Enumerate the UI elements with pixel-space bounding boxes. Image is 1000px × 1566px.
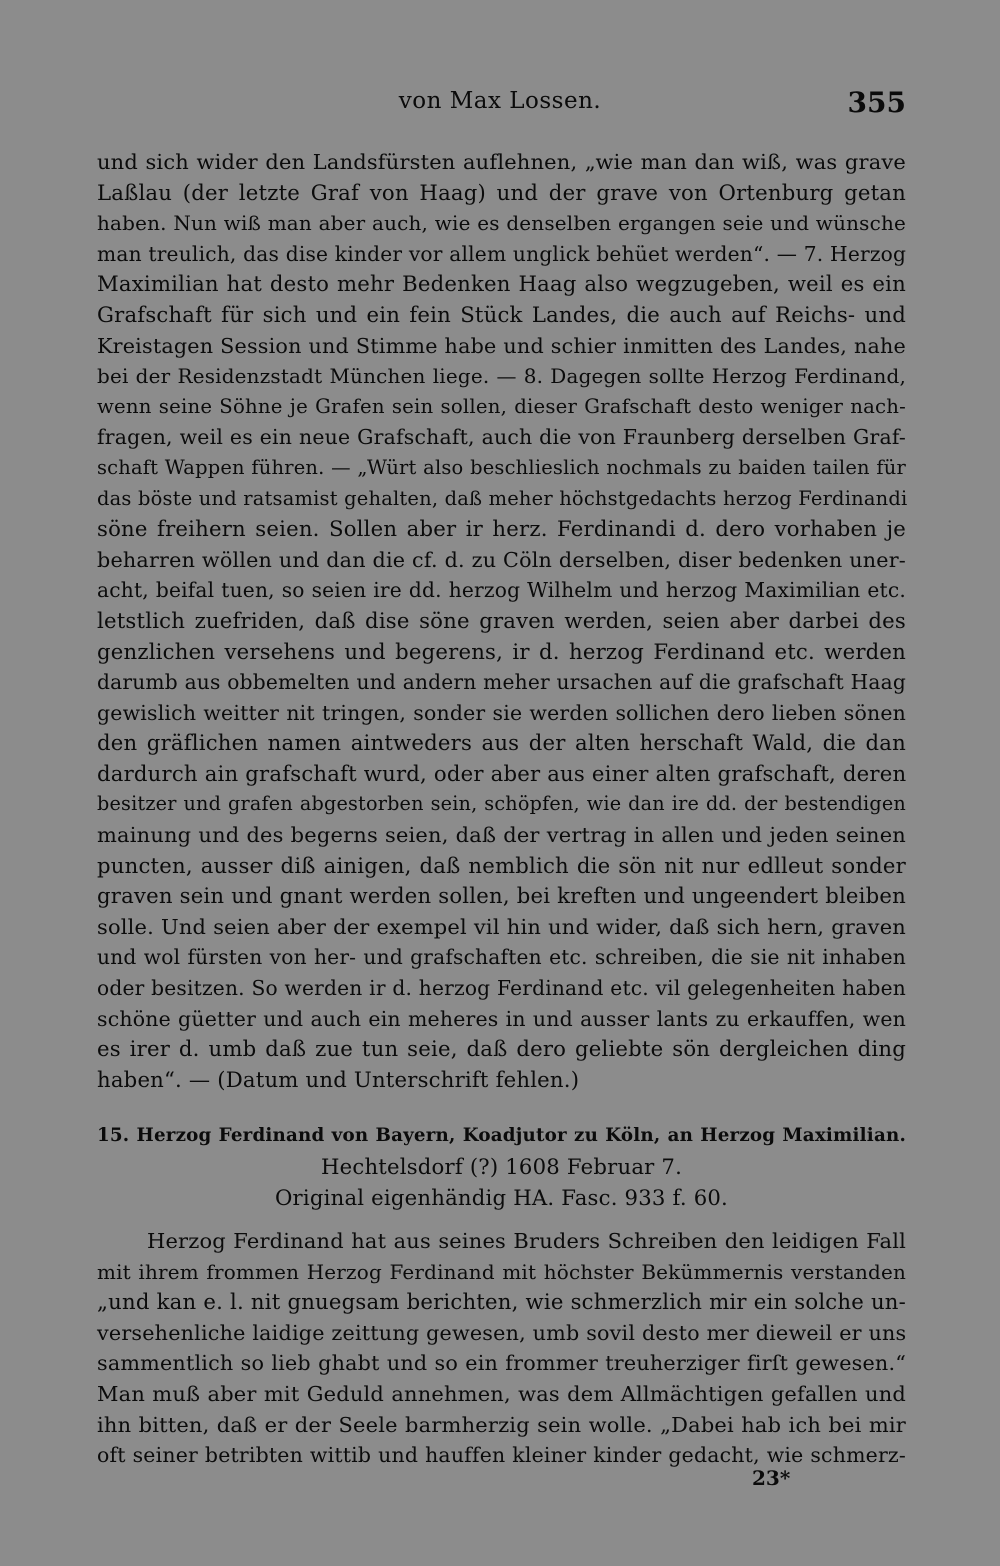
text-line: sammentlich so lieb ghabt und so ein frommer treuherziger firſt gewesen.“ bbox=[97, 1351, 906, 1376]
text-line: Kreistagen Session und Stimme habe und schier inmitten des Landes, nahe bbox=[97, 333, 906, 358]
text-line: gewislich weitter nit tringen, sonder sie werden sollichen dero lieben sönen bbox=[97, 700, 906, 725]
text-line: solle. Und seien aber der exempel vil hin und wider, daß sich hern, graven bbox=[97, 914, 906, 939]
text-line: und wol fürsten von her- und grafschaften etc. schreiben, die sie nit inhaben bbox=[97, 945, 906, 970]
body-text-continued bbox=[97, 147, 906, 1095]
text-line: schaft Wappen führen. — „Würt also beschlieslich nochmals zu baiden tailen für bbox=[97, 455, 906, 479]
text-line: man treulich, das dise kinder vor allem unglick behüet werden“. — 7. Herzog bbox=[97, 241, 907, 266]
text-line: Man muß aber mit Geduld annehmen, was dem Allmächtigen gefallen und bbox=[97, 1381, 906, 1406]
text-line: Herzog Ferdinand hat aus seines Bruders Schreiben den leidigen Fall bbox=[147, 1229, 906, 1253]
text-line: mainung und des begerns seien, daß der vertrag in allen und jeden seinen bbox=[97, 823, 906, 848]
text-line: letstlich zuefriden, daß dise söne graven werden, seien aber darbei des bbox=[97, 607, 906, 633]
text-line: haben. Nun wiß man aber auch, wie es denselben ergangen seie und wünsche bbox=[97, 211, 906, 236]
text-line: wenn seine Söhne je Grafen sein sollen, dieser Grafschaft desto weniger nach- bbox=[97, 394, 906, 418]
text-line: das böste und ratsamist gehalten, daß meher höchstgedachts herzog Ferdinandi bbox=[97, 486, 908, 510]
text-line: versehenliche laidige zeittung gewesen, umb sovil desto mer dieweil er uns bbox=[97, 1320, 907, 1345]
document-heading: 15. Herzog Ferdinand von Bayern, Koadjutor zu Köln, an Herzog Maximilian. bbox=[97, 1125, 906, 1146]
text-line: fragen, weil es ein neue Grafschaft, auch die von Fraunberg derselben Graf- bbox=[97, 425, 906, 450]
text-line: dardurch ain grafschaft wurd, oder aber aus einer alten grafschaft, deren bbox=[97, 760, 907, 786]
text-line: genzlichen versehens und begerens, ir d. herzog Ferdinand etc. werden bbox=[97, 638, 906, 664]
text-line: beharren wöllen und dan die cf. d. zu Cöln derselben, diser bedenken uner- bbox=[97, 547, 906, 572]
text-line: Maximilian hat desto mehr Bedenken Haag also wegzugeben, weil es ein bbox=[97, 271, 906, 297]
text-line: und sich wider den Landsfürsten auflehnen, „wie man dan wiß, was grave bbox=[97, 150, 906, 174]
text-line: oft seiner betribten wittib und hauffen kleiner kinder gedacht, wie schmerz- bbox=[97, 1443, 906, 1468]
text-line: acht, beifal tuen, so seien ire dd. herzog Wilhelm und herzog Maximilian etc. bbox=[97, 578, 906, 603]
text-line: oder besitzen. So werden ir d. herzog Ferdinand etc. vil gelegenheiten haben bbox=[97, 976, 906, 1001]
document-source: Original eigenhändig HA. Fasc. 933 f. 60. bbox=[274, 1184, 728, 1210]
text-line: schöne güetter und auch ein meheres in und ausser lants zu erkauffen, wen bbox=[97, 1006, 906, 1031]
signature-mark: 23* bbox=[752, 1466, 791, 1490]
text-line: bei der Residenzstadt München liege. — 8. Dagegen sollte Herzog Ferdinand, bbox=[97, 364, 906, 389]
document-dateline: Hechtelsdorf (?) 1608 Februar 7. bbox=[320, 1154, 683, 1179]
document-15-header bbox=[97, 1119, 906, 1213]
running-head bbox=[0, 86, 1000, 126]
body-text-document-15 bbox=[97, 1226, 906, 1471]
text-line: puncten, ausser diß ainigen, daß nemblich die sön nit nur edlleut sonder bbox=[97, 852, 906, 878]
text-line: ihn bitten, daß er der Seele barmherzig sein wolle. „Dabei hab ich bei mir bbox=[97, 1412, 906, 1437]
text-line: Laßlau (der letzte Graf von Haag) und der grave von Ortenburg getan bbox=[97, 179, 906, 205]
text-line: haben“. — (Datum und Unterschrift fehlen.) bbox=[97, 1066, 580, 1092]
text-line: Grafschaft für sich und ein fein Stück Landes, die auch auf Reichs- und bbox=[97, 301, 906, 327]
text-line: den gräflichen namen aintweders aus der alten herschaft Wald, die dan bbox=[97, 730, 906, 756]
text-line: besitzer und grafen abgestorben sein, schöpfen, wie dan ire dd. der bestendigen bbox=[97, 792, 906, 816]
text-line: darumb aus obbemelten und andern meher ursachen auf die grafschaft Haag bbox=[97, 670, 906, 695]
running-head-title: von Max Lossen. bbox=[398, 88, 602, 114]
text-line: „und kan e. l. nit gnuegsam berichten, wie schmerzlich mir ein solche un- bbox=[97, 1289, 906, 1315]
text-line: es irer d. umb daß zue tun seie, daß dero geliebte sön dergleichen ding bbox=[97, 1036, 906, 1062]
text-line: graven sein und gnant werden sollen, bei kreften und ungeendert bleiben bbox=[97, 883, 906, 909]
text-line: söne freihern seien. Sollen aber ir herz. Ferdinandi d. dero vorhaben je bbox=[97, 516, 906, 542]
text-line: mit ihrem frommen Herzog Ferdinand mit höchster Bekümmernis verstanden bbox=[97, 1259, 906, 1284]
page-number: 355 bbox=[847, 86, 906, 119]
